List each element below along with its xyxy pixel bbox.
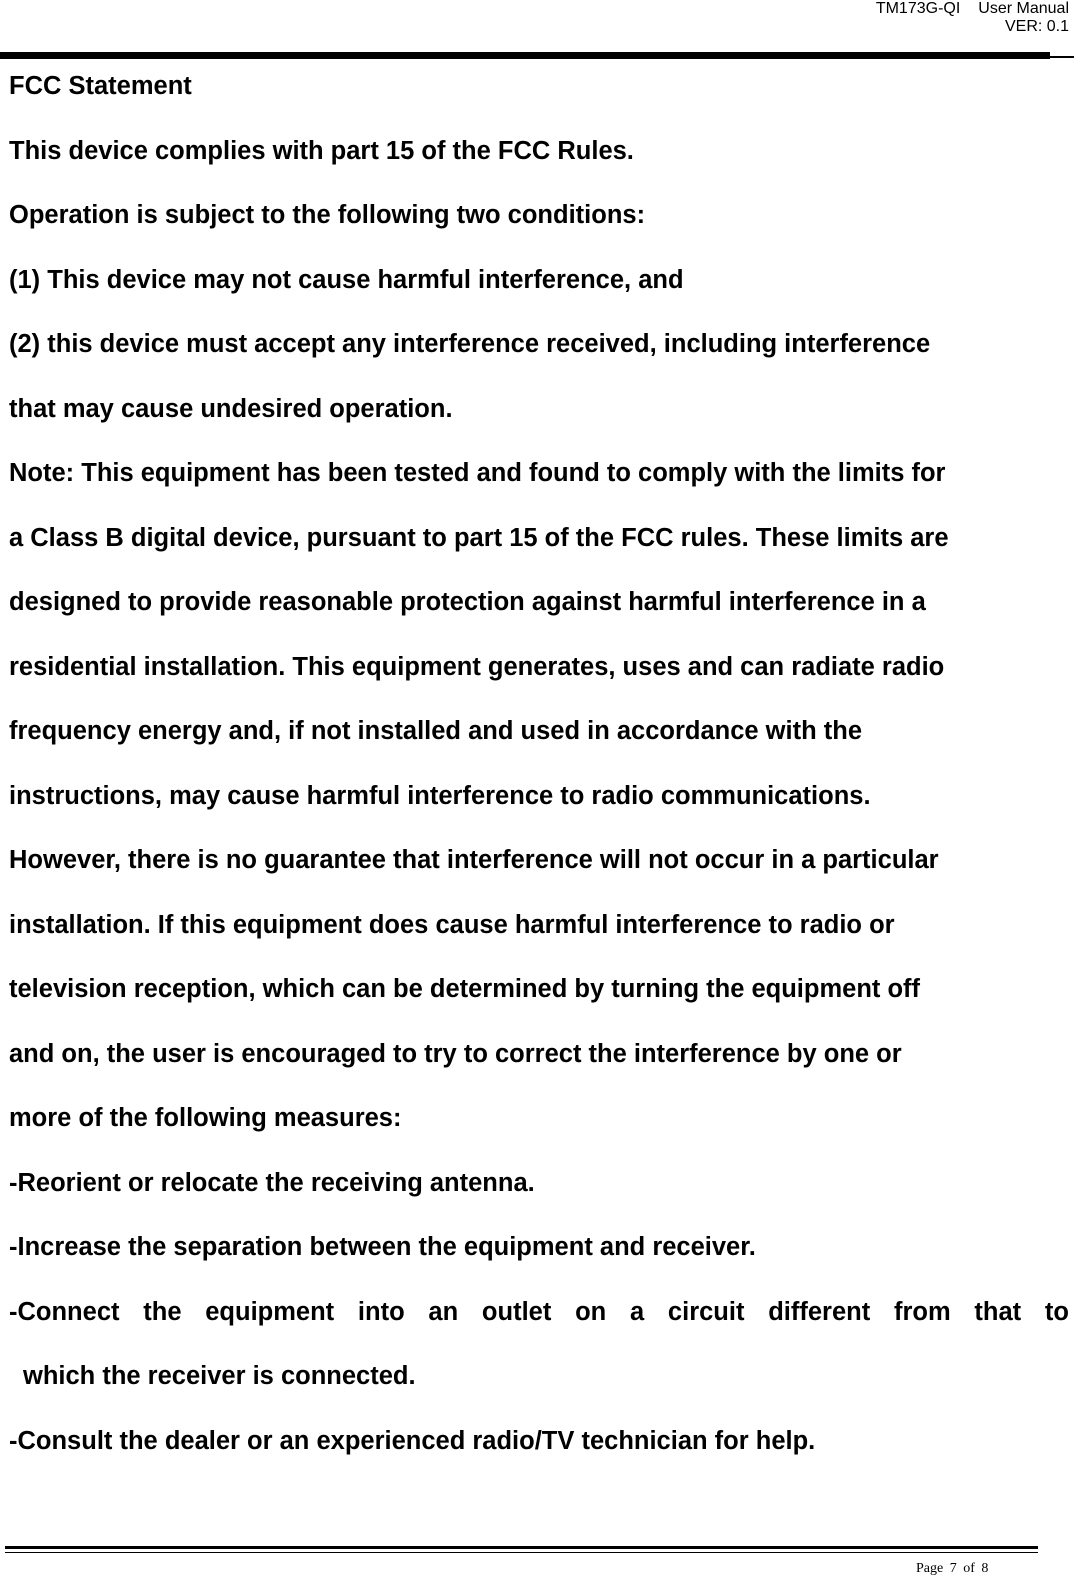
body-line: Operation is subject to the following two conditions: xyxy=(9,201,646,229)
connect-word: circuit xyxy=(667,1298,745,1326)
header-version: VER: 0.1 xyxy=(1004,18,1069,35)
body-line: more of the following measures: xyxy=(9,1104,402,1132)
connect-word: on xyxy=(575,1298,607,1326)
measure-connect xyxy=(9,1298,1069,1327)
header-model: TM173G-QI xyxy=(875,0,961,17)
body-line: This device complies with part 15 of the FCC Rules. xyxy=(9,137,634,165)
header-title-row xyxy=(876,0,1069,18)
body-line: Note: This equipment has been tested and found to comply with the limits for xyxy=(9,459,946,487)
connect-word: from xyxy=(893,1298,951,1326)
page-header xyxy=(876,0,1069,36)
body-line: and on, the user is encouraged to try to correct the interference by one or xyxy=(9,1040,902,1068)
connect-word: that xyxy=(974,1298,1022,1326)
footer-rule-thin xyxy=(5,1552,1038,1553)
page-label: Page xyxy=(916,1561,944,1576)
measure-reorient: -Reorient or relocate the receiving antenna. xyxy=(9,1169,535,1197)
connect-word: outlet xyxy=(481,1298,552,1326)
page-of-label: of xyxy=(963,1561,975,1576)
page-total: 8 xyxy=(981,1561,989,1576)
measure-connect-continued: which the receiver is connected. xyxy=(23,1362,416,1390)
connect-word: the xyxy=(143,1298,182,1326)
body-line: that may cause undesired operation. xyxy=(9,395,453,423)
connect-word: into xyxy=(357,1298,405,1326)
footer-rule xyxy=(5,1546,1038,1549)
body-line: (2) this device must accept any interference received, including interference xyxy=(9,330,931,358)
connect-word: an xyxy=(428,1298,459,1326)
body-line: residential installation. This equipment generates, uses and can radiate radio xyxy=(9,653,945,681)
connect-word: -Connect xyxy=(9,1298,120,1326)
body-line: However, there is no guarantee that interference will not occur in a particular xyxy=(9,846,939,874)
measure-increase: -Increase the separation between the equipment and receiver. xyxy=(9,1233,756,1261)
connect-word: a xyxy=(629,1298,645,1326)
header-doc-type: User Manual xyxy=(978,0,1069,17)
body-line: instructions, may cause harmful interference to radio communications. xyxy=(9,782,871,810)
body-line: a Class B digital device, pursuant to part 15 of the FCC rules. These limits are xyxy=(9,524,949,552)
body-line: television reception, which can be determined by turning the equipment off xyxy=(9,975,921,1003)
measure-consult: -Consult the dealer or an experienced radio/TV technician for help. xyxy=(9,1427,816,1455)
connect-word: equipment xyxy=(205,1298,335,1326)
connect-word: different xyxy=(768,1298,871,1326)
section-heading: FCC Statement xyxy=(9,72,192,100)
page-number xyxy=(916,1561,988,1577)
body-line: (1) This device may not cause harmful interference, and xyxy=(9,266,684,294)
body-line: designed to provide reasonable protection against harmful interference in a xyxy=(9,588,926,616)
body-line: installation. If this equipment does cause harmful interference to radio or xyxy=(9,911,895,939)
header-rule xyxy=(0,52,1050,59)
page-current: 7 xyxy=(949,1561,957,1576)
connect-word: to xyxy=(1044,1298,1069,1326)
body-line: frequency energy and, if not installed and used in accordance with the xyxy=(9,717,863,745)
header-rule-thin xyxy=(1050,56,1074,58)
